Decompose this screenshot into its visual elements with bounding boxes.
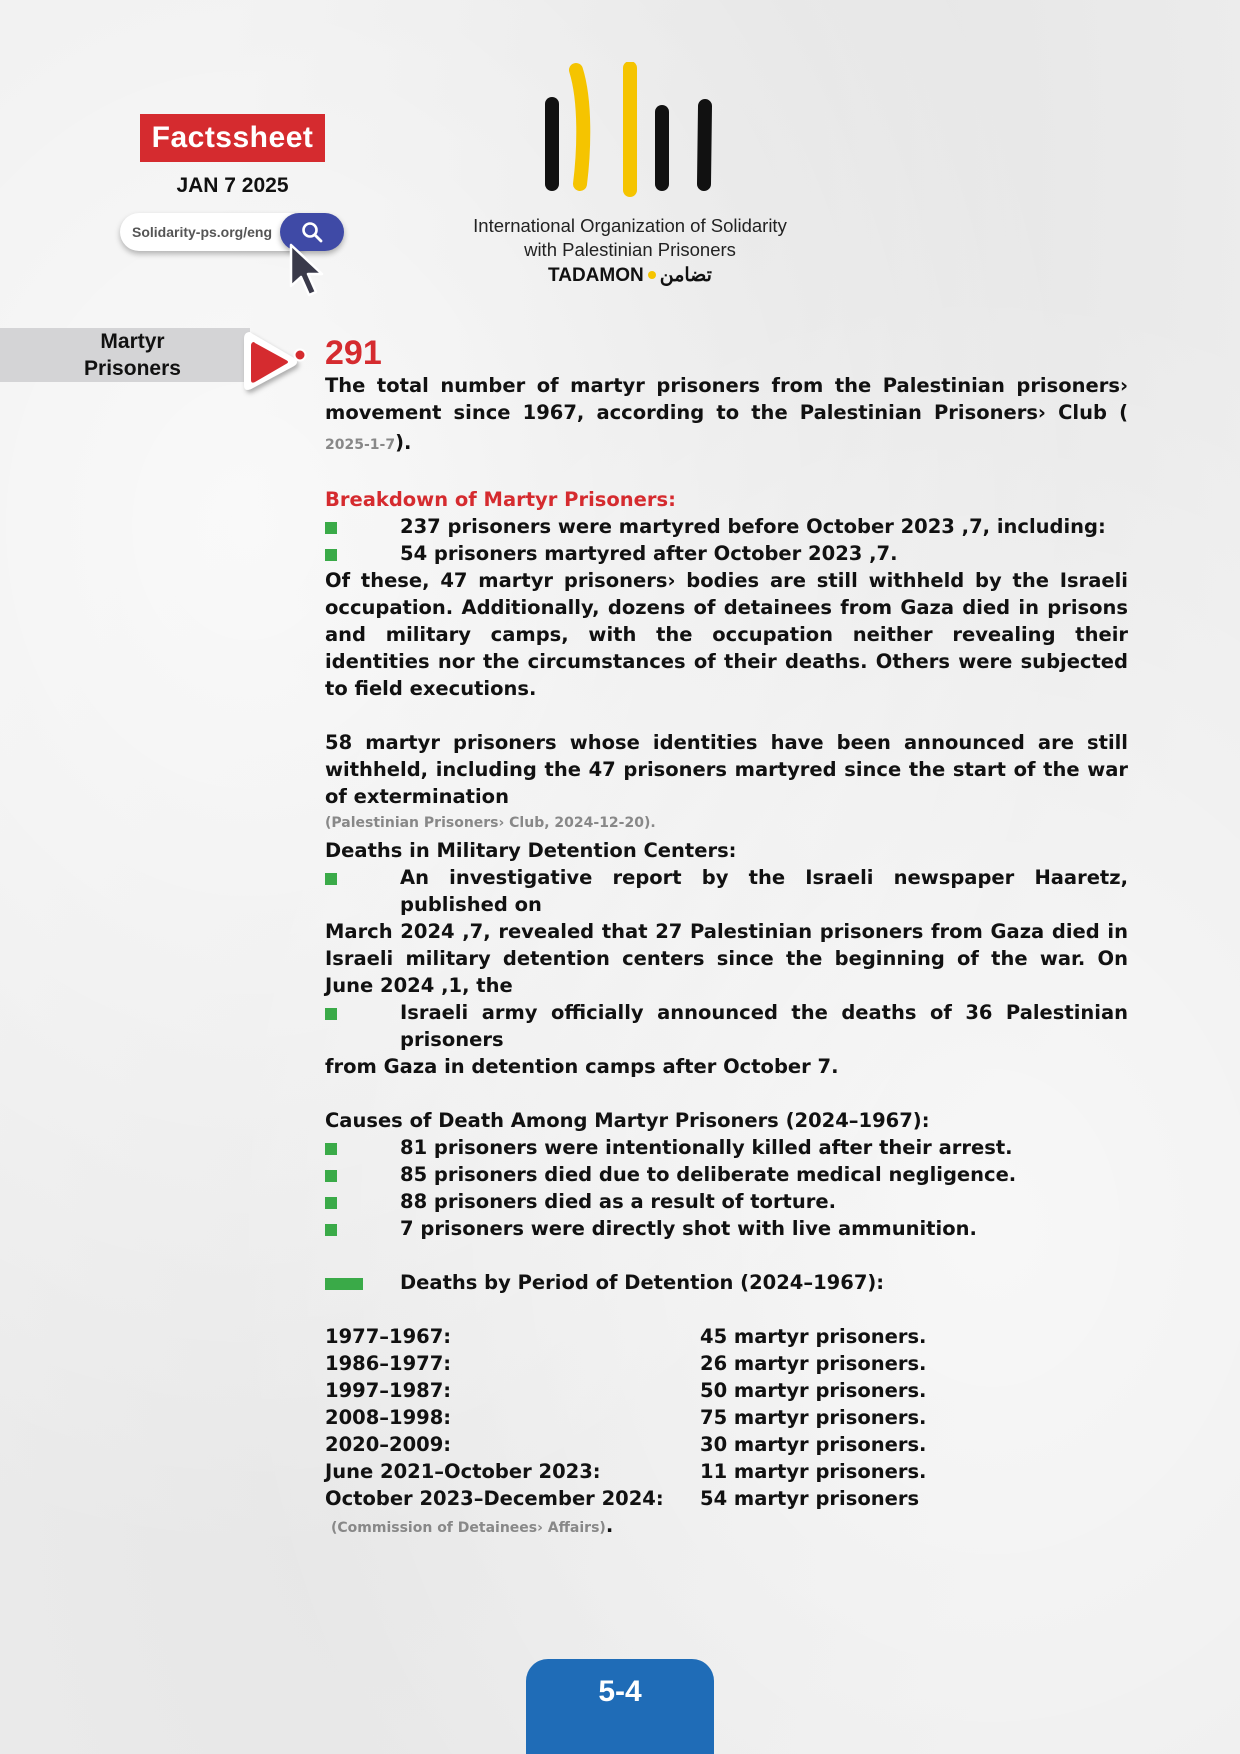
organization-name bbox=[430, 214, 830, 262]
table-row: 1986–1977: 26 martyr prisoners. bbox=[325, 1352, 927, 1375]
periods-source: (Commission of Detainees› Affairs) bbox=[331, 1520, 606, 1536]
intro-source: 2025-1-7 bbox=[325, 437, 396, 453]
list-item: 7 prisoners were directly shot with live ammunition. bbox=[325, 1215, 1128, 1242]
list-item: 88 prisoners died as a result of torture. bbox=[325, 1188, 1128, 1215]
breakdown-heading: Breakdown of Martyr Prisoners: bbox=[325, 488, 676, 511]
intro-paragraph bbox=[325, 372, 1128, 459]
page-number: 5-4 bbox=[526, 1659, 714, 1754]
search-icon bbox=[300, 220, 324, 244]
org-line-1: International Organization of Solidarity bbox=[473, 215, 787, 236]
intro-text: The total number of martyr prisoners from the Palestinian prisoners› movement since 1967, according to the Palestinian Prisoners› Club ( bbox=[325, 374, 1128, 424]
military-paragraph: March 2024 ,7, revealed that 27 Palestinian prisoners from Gaza died in Israeli military detention centers since the beginning of the war. On June 2024 ,1, the bbox=[325, 920, 1128, 997]
causes-heading: Causes of Death Among Martyr Prisoners (2024–1967): bbox=[325, 1109, 930, 1132]
breakdown-paragraph: Of these, 47 martyr prisoners› bodies are still withheld by the Israeli occupation. Additionally, dozens of detainees from Gaza died in prisons and military camps, with the occupation neither revealing their identities nor the circumstances of their deaths. Others were subjected to field executions. bbox=[325, 569, 1128, 700]
green-bullet-icon bbox=[325, 522, 337, 534]
table-row: 2020–2009: 30 martyr prisoners. bbox=[325, 1433, 927, 1456]
green-bullet-icon bbox=[325, 1143, 337, 1155]
list-item: 81 prisoners were intentionally killed after their arrest. bbox=[325, 1134, 1128, 1161]
intro-text-end: ). bbox=[395, 431, 412, 454]
tadamon-brand bbox=[430, 264, 830, 287]
period-table bbox=[325, 1323, 945, 1512]
org-line-2: with Palestinian Prisoners bbox=[524, 239, 736, 260]
withheld-source: (Palestinian Prisoners› Club, 2024-12-20). bbox=[325, 815, 656, 831]
list-item: An investigative report by the Israeli newspaper Haaretz, published on bbox=[325, 864, 1128, 918]
tadamon-logo-icon bbox=[540, 62, 720, 202]
military-paragraph-end: from Gaza in detention camps after October 7. bbox=[325, 1055, 839, 1078]
periods-heading: Deaths by Period of Detention (2024–1967): bbox=[325, 1269, 1128, 1296]
table-row: October 2023–December 2024: 54 martyr prisoners bbox=[325, 1487, 920, 1510]
table-row: June 2021–October 2023: 11 martyr prisoners. bbox=[325, 1460, 927, 1483]
list-item: 54 prisoners martyred after October 2023 ,7. bbox=[325, 540, 1128, 567]
military-heading: Deaths in Military Detention Centers: bbox=[325, 839, 737, 862]
main-content bbox=[325, 334, 1128, 1542]
play-arrow-icon bbox=[236, 322, 316, 402]
section-line-2: Prisoners bbox=[84, 357, 181, 380]
list-item: 85 prisoners died due to deliberate medical negligence. bbox=[325, 1161, 1128, 1188]
table-row: 2008–1998: 75 martyr prisoners. bbox=[325, 1406, 927, 1429]
cursor-arrow-icon bbox=[288, 242, 326, 300]
green-bullet-icon bbox=[325, 1170, 337, 1182]
url-text: Solidarity-ps.org/eng bbox=[132, 224, 273, 240]
green-bar-icon bbox=[325, 1278, 363, 1290]
green-bullet-icon bbox=[325, 873, 337, 885]
list-item: Israeli army officially announced the deaths of 36 Palestinian prisoners bbox=[325, 999, 1128, 1053]
list-item: 237 prisoners were martyred before October 2023 ,7, including: bbox=[325, 513, 1128, 540]
periods-source-end: . bbox=[605, 1514, 614, 1537]
withheld-paragraph: 58 martyr prisoners whose identities have been announced are still withheld, including the 47 prisoners martyred since the start of the war of extermination bbox=[325, 731, 1128, 808]
green-bullet-icon bbox=[325, 1197, 337, 1209]
section-line-1: Martyr bbox=[100, 330, 165, 353]
periods-source-line bbox=[325, 1512, 1128, 1542]
table-row: 1997–1987: 50 martyr prisoners. bbox=[325, 1379, 927, 1402]
green-bullet-icon bbox=[325, 1008, 337, 1020]
table-row: 1977–1967: 45 martyr prisoners. bbox=[325, 1325, 927, 1348]
brand-dot-icon bbox=[648, 271, 656, 279]
section-title bbox=[40, 328, 225, 382]
green-bullet-icon bbox=[325, 549, 337, 561]
brand-arabic: تضامن bbox=[659, 265, 712, 286]
total-martyrs-number: 291 bbox=[325, 334, 382, 372]
brand-latin: TADAMON bbox=[548, 265, 644, 286]
factsheet-badge: Factssheet bbox=[140, 114, 325, 162]
green-bullet-icon bbox=[325, 1224, 337, 1236]
factsheet-date: JAN 7 2025 bbox=[176, 174, 289, 197]
